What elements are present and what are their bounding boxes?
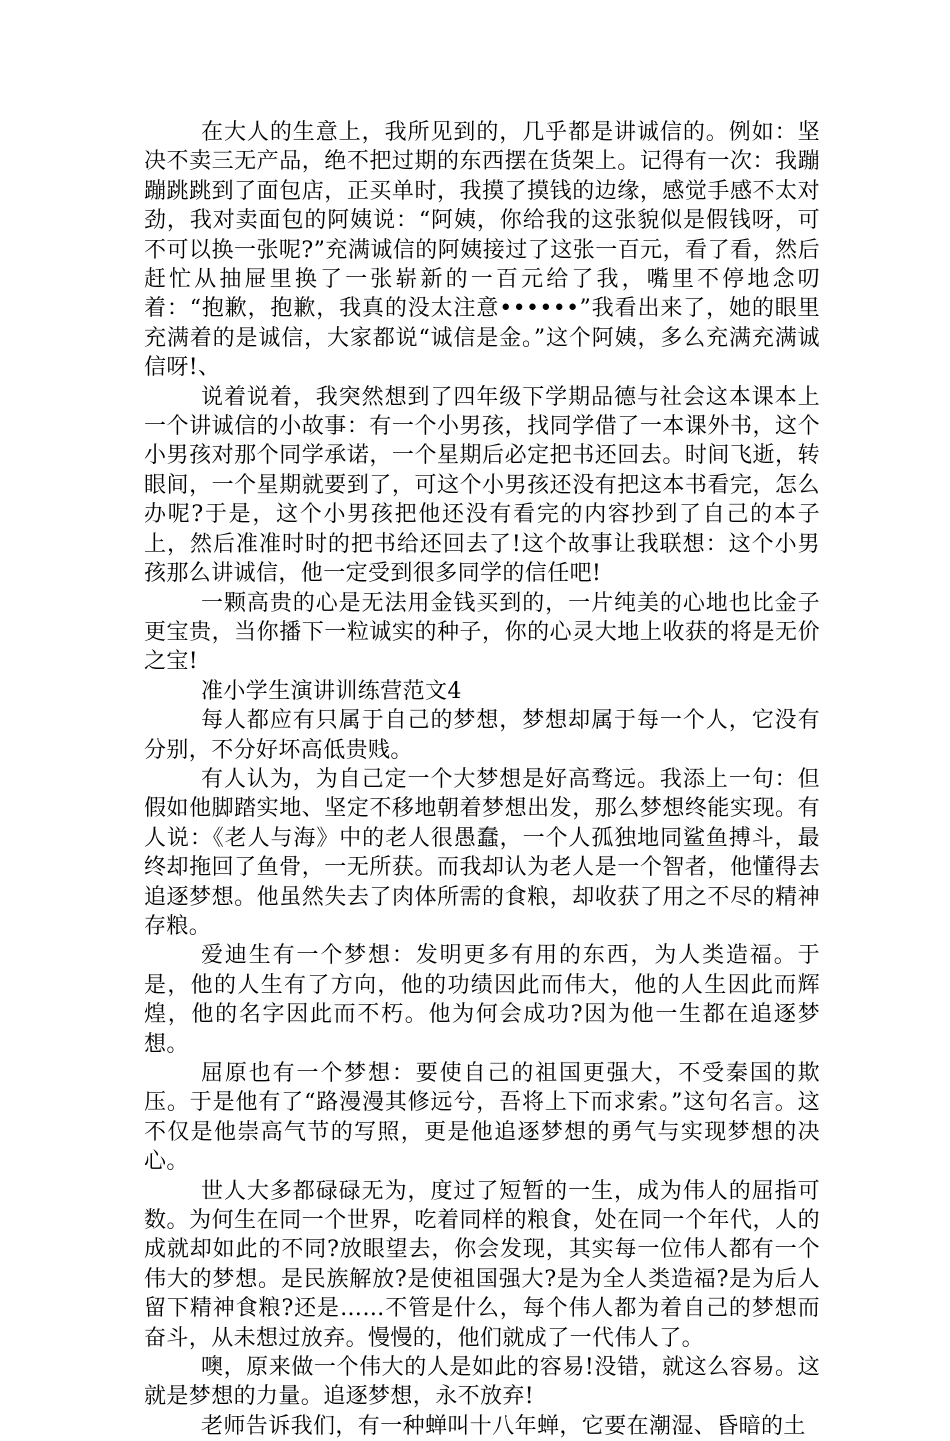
section-heading: 准小学生演讲训练营范文4	[201, 678, 462, 704]
paragraph-dream-quyuan: 屈原也有一个梦想：要使自己的祖国更强大，不受秦国的欺压。于是他有了“路漫漫其修远兮，吾将上下而求索。”这句名言。这不仅是他崇高气节的写照，更是他追逐梦想的勇气与实现梦想的决心。	[144, 1061, 820, 1175]
paragraph-honesty-bakery: 在大人的生意上，我所见到的，几乎都是讲诚信的。例如：坚决不卖三无产品，绝不把过期的东西摆在货架上。记得有一次：我蹦蹦跳跳到了面包店，正买单时，我摸了摸钱的边缘，感觉手感不太对劲，我对卖面包的阿姨说：“阿姨，你给我的这张貌似是假钱呀，可不可以换一张呢?”充满诚信的阿姨接过了这张一百元，看了看，然后赶忙从抽屉里换了一张崭新的一百元给了我，嘴里不停地念叨着：“抱歉，抱歉，我真的没太注意••••••”我看出来了，她的眼里充满着的是诚信，大家都说“诚信是金。”这个阿姨，多么充满充满诚信呀!、	[144, 120, 820, 381]
paragraph-dream-power: 噢，原来做一个伟大的人是如此的容易!没错，就这么容易。这就是梦想的力量。追逐梦想，永不放弃!	[144, 1355, 820, 1410]
paragraph-dream-intro: 每人都应有只属于自己的梦想，梦想却属于每一个人，它没有分别，不分好坏高低贵贱。	[144, 708, 820, 763]
paragraph-dream-old-man: 有人认为，为自己定一个大梦想是好高骛远。我添上一句：但假如他脚踏实地、坚定不移地朝着梦想出发，那么梦想终能实现。有人说：《老人与海》中的老人很愚蠢，一个人孤独地同鲨鱼搏斗，最终却拖回了鱼骨，一无所获。而我却认为老人是一个智者，他懂得去追逐梦想。他虽然失去了肉体所需的食粮，却收获了用之不尽的精神存粮。	[144, 766, 820, 939]
paragraph-honesty-conclusion: 一颗高贵的心是无法用金钱买到的，一片纯美的心地也比金子更宝贵，当你播下一粒诚实的种子，你的心灵大地上收获的将是无价之宝!	[144, 590, 820, 675]
document-body	[144, 118, 820, 1441]
paragraph-dream-edison: 爱迪生有一个梦想：发明更多有用的东西，为人类造福。于是，他的人生有了方向，他的功绩因此而伟大，他的人生因此而辉煌，他的名字因此而不朽。他为何会成功?因为他一生都在追逐梦想。	[144, 943, 820, 1057]
paragraph-honesty-story: 说着说着，我突然想到了四年级下学期品德与社会这本课本上一个讲诚信的小故事：有一个小男孩，找同学借了一本课外书，这个小男孩对那个同学承诺，一个星期后必定把书还回去。时间飞逝，转眼间，一个星期就要到了，可这个小男孩还没有把这本书看完，怎么办呢?于是，这个小男孩把他还没有看完的内容抄到了自己的本子上，然后准准时时的把书给还回去了!这个故事让我联想：这个小男孩那么讲诚信，他一定受到很多同学的信任吧!	[144, 384, 820, 587]
paragraph-cicada: 老师告诉我们，有一种蝉叫十八年蝉，它要在潮湿、昏暗的土	[201, 1413, 806, 1439]
paragraph-dream-great-people: 世人大多都碌碌无为，度过了短暂的一生，成为伟人的屈指可数。为何生在同一个世界，吃着同样的粮食，处在同一个年代，人的成就却如此的不同?放眼望去，你会发现，其实每一位伟人都有一个伟大的梦想。是民族解放?是使祖国强大?是为全人类造福?是为后人留下精神食粮?还是……不管是什么，每个伟人都为着自己的梦想而奋斗，从未想过放弃。慢慢的，他们就成了一代伟人了。	[144, 1178, 820, 1351]
